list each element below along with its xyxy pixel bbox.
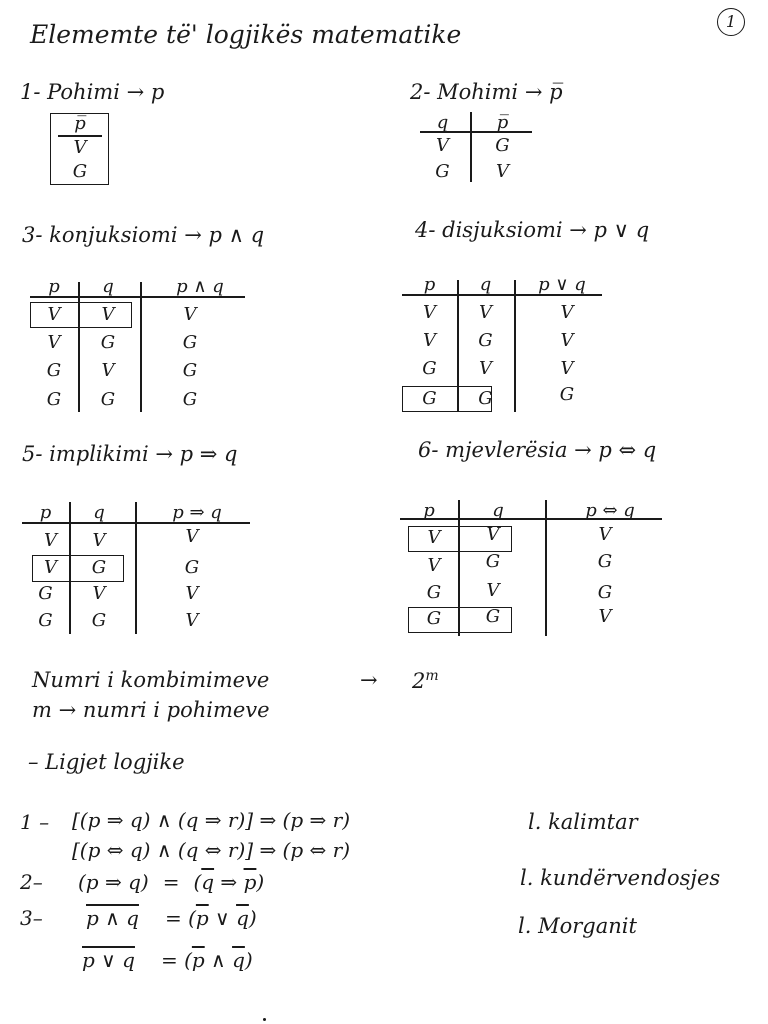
table-cell: V (436, 135, 449, 156)
negated-p: $\overline{p}$ (243, 870, 257, 894)
header-cell: q (479, 274, 492, 295)
table-cell: G (38, 583, 53, 604)
header-cell: q (102, 276, 114, 297)
table-cell: G (597, 551, 613, 572)
formula-exponent: m (425, 668, 439, 684)
laws-heading: – Ligjet logjike (28, 750, 185, 774)
table-cell: G (184, 557, 200, 578)
law-formula: [(p ⇔ q) ∧ (q ⇔ r)] ⇒ (p ⇔ r) (72, 838, 350, 862)
header-cell: p (48, 276, 60, 297)
section-heading-konjuksioni: 3- konjuksiomi → p ∧ q (22, 223, 265, 247)
column-rule (470, 112, 472, 182)
formula-base: 2 (412, 669, 426, 693)
law-rhs-close: ) (244, 948, 253, 972)
law-formula (82, 948, 253, 972)
table-cell: V (560, 302, 574, 323)
truth-table-pohimi (50, 113, 110, 185)
table-cell: G (478, 388, 493, 409)
law-number: 2– (20, 870, 43, 894)
header-cell: p̅ (74, 113, 86, 134)
section-heading-pohimi: 1- Pohimi → p (20, 80, 165, 104)
page-title: Elememte të' logjikës matematike (30, 20, 462, 49)
column-rule (140, 282, 142, 412)
negated-p: $\overline{p}$ (191, 948, 205, 972)
law-rhs-op: ∨ (208, 906, 237, 930)
truth-table-konjuksioni (30, 276, 260, 414)
table-cell: G (38, 610, 53, 631)
table-cell: V (185, 583, 199, 604)
table-cell: G (182, 332, 198, 353)
combinations-definition: m → numri i pohimeve (32, 698, 270, 722)
law-name-morganit: l. Morganit (518, 914, 637, 938)
header-cell: p ∨ q (538, 274, 586, 295)
table-cell: V (423, 302, 436, 323)
table-cell: G (72, 161, 88, 182)
table-cell: G (435, 161, 450, 182)
header-cell: p ⇒ q (172, 502, 222, 523)
table-cell: V (73, 137, 87, 158)
table-cell: V (479, 302, 492, 323)
combinations-formula (412, 668, 439, 693)
table-cell: V (486, 524, 500, 545)
ink-dot (263, 1018, 266, 1021)
table-cell: V (101, 304, 115, 325)
column-rule (545, 500, 547, 636)
header-cell: p (423, 274, 436, 295)
header-cell: p ⇔ q (585, 500, 635, 521)
table-cell: G (46, 389, 62, 410)
table-cell: V (185, 526, 199, 547)
table-cell: G (100, 332, 116, 353)
table-cell: V (479, 358, 492, 379)
table-cell: V (427, 527, 441, 548)
table-cell: G (182, 360, 198, 381)
table-cell: G (478, 330, 493, 351)
law-lhs: (p ⇒ q) (78, 870, 149, 894)
law-number: 1 – (20, 810, 50, 834)
truth-table-ekuivalenca (400, 500, 665, 640)
table-cell: G (426, 582, 442, 603)
law-formula: [(p ⇒ q) ∧ (q ⇒ r)] ⇒ (p ⇒ r) (72, 808, 350, 832)
truth-table-implikimi (22, 502, 254, 637)
truth-table-disjuksioni (402, 274, 612, 415)
law-rhs-close: ) (248, 906, 257, 930)
table-cell: V (560, 330, 574, 351)
header-cell: q (93, 502, 105, 523)
section-heading-ekuivalenca: 6- mjevlerësia → p ⇔ q (418, 438, 657, 462)
law-equals: = (162, 870, 180, 894)
header-cell: p ∧ q (176, 276, 224, 297)
table-cell: G (182, 389, 198, 410)
table-cell: V (101, 360, 115, 381)
table-cell: G (559, 384, 575, 405)
table-cell: V (423, 330, 436, 351)
combinations-text: Numri i kombimimeve (32, 668, 270, 692)
column-rule (135, 502, 137, 634)
header-cell: p̅ (496, 112, 509, 133)
law-name-kundervendosjes: l. kundërvendosjes (520, 866, 721, 890)
table-cell: V (486, 580, 500, 601)
table-cell: V (47, 332, 61, 353)
section-heading-mohimi: 2- Mohimi → p̅ (410, 80, 563, 104)
table-cell: V (92, 583, 106, 604)
table-cell: G (485, 551, 501, 572)
table-cell: G (91, 557, 107, 578)
law-number: 3– (20, 906, 43, 930)
law-rhs-op: ∧ (204, 948, 233, 972)
table-cell: V (598, 524, 612, 545)
negated-q: $\overline{q}$ (236, 906, 249, 930)
section-heading-implikimi: 5- implikimi → p ⇒ q (22, 442, 238, 466)
table-cell: V (427, 555, 441, 576)
table-cell: G (426, 608, 442, 629)
table-cell: G (485, 606, 501, 627)
table-cell: V (560, 358, 574, 379)
header-cell: q (492, 500, 504, 521)
law-rhs-open: = ( (164, 906, 196, 930)
table-cell: V (44, 557, 57, 578)
header-cell: p (39, 502, 52, 523)
negated-q: $\overline{q}$ (232, 948, 245, 972)
table-cell: V (496, 161, 509, 182)
table-cell: V (598, 606, 612, 627)
law-name-kalimtar: l. kalimtar (528, 810, 638, 834)
header-cell: p (423, 500, 435, 521)
table-cell: V (92, 530, 106, 551)
column-rule (514, 280, 516, 412)
law-rhs-close: ) (256, 870, 265, 894)
table-cell: G (422, 358, 437, 379)
negated-conjunction: p ∧ q (86, 906, 139, 930)
section-heading-disjuksioni: 4- disjuksiomi → p ∨ q (415, 218, 650, 242)
law-formula (78, 870, 264, 894)
truth-table-mohimi (420, 112, 540, 184)
table-cell: G (597, 582, 613, 603)
table-cell: G (495, 135, 510, 156)
law-rhs-open: ( (193, 870, 202, 894)
table-cell: G (46, 360, 62, 381)
table-cell: G (422, 388, 437, 409)
law-formula (86, 906, 257, 930)
combinations-arrow: → (360, 668, 378, 692)
header-cell: q (436, 112, 449, 133)
table-cell: V (183, 304, 197, 325)
table-cell: V (44, 530, 57, 551)
negated-q: $\overline{q}$ (201, 870, 215, 894)
law-rhs-op: ⇒ (214, 870, 244, 894)
law-rhs-open: = ( (160, 948, 192, 972)
page-number: 1 (717, 8, 745, 36)
negated-disjunction: p ∨ q (82, 948, 135, 972)
table-cell: G (91, 610, 107, 631)
negated-p: $\overline{p}$ (195, 906, 209, 930)
table-cell: G (100, 389, 116, 410)
table-cell: V (47, 304, 61, 325)
table-cell: V (185, 610, 199, 631)
